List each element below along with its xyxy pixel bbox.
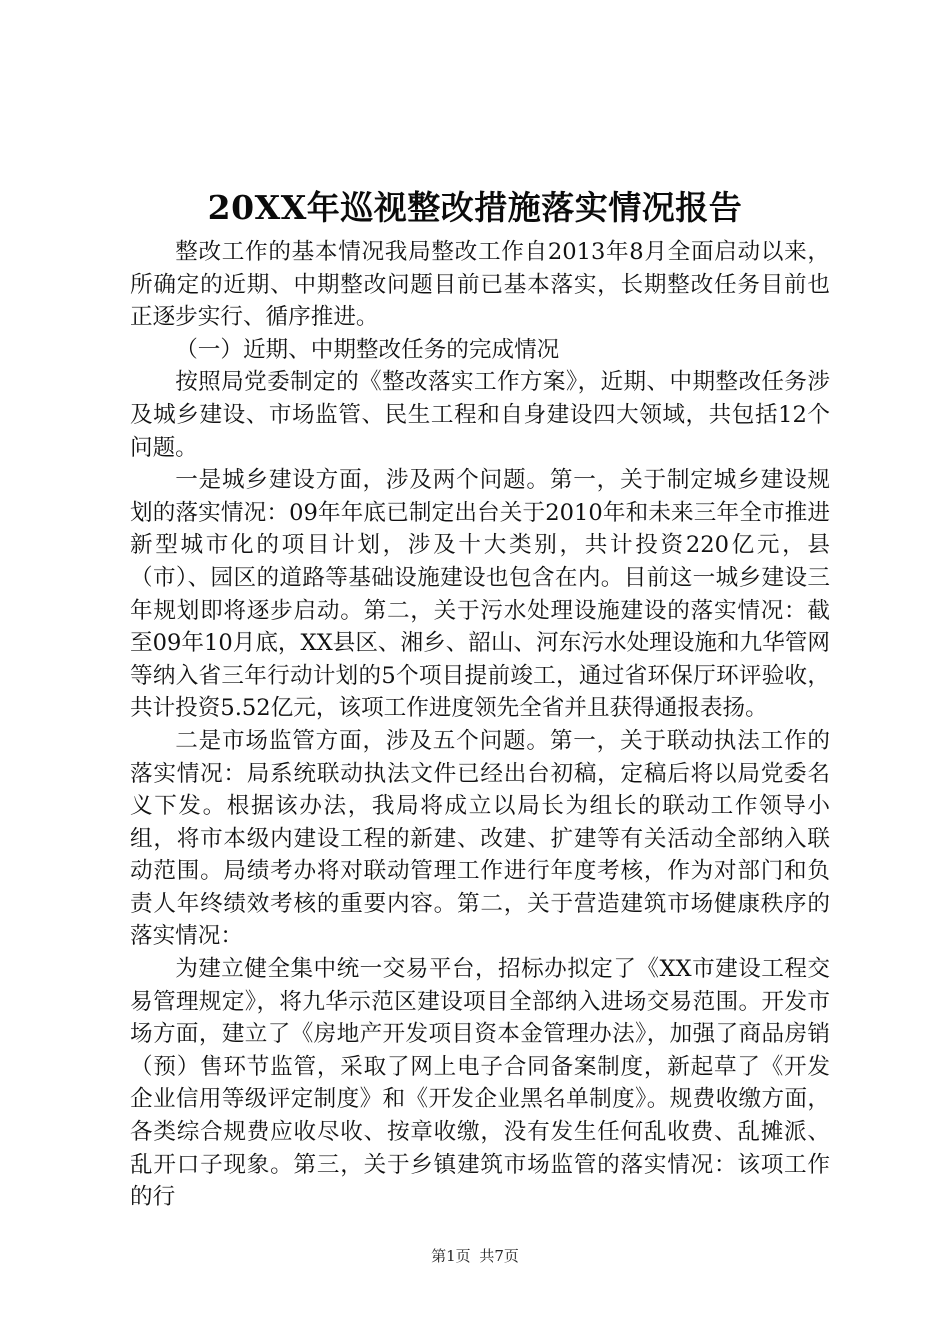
- document-body: [130, 236, 830, 1214]
- page-total: 共7页: [479, 1247, 519, 1265]
- document-title: 20XX年巡视整改措施落实情况报告: [207, 188, 743, 227]
- paragraph-plan: 按照局党委制定的《整改落实工作方案》，近期、中期整改任务涉及城乡建设、市场监管、民生工程和自身建设四大领域，共包括12个问题。: [130, 369, 830, 461]
- paragraph-market-supervision: 二是市场监管方面，涉及五个问题。第一，关于联动执法工作的落实情况：局系统联动执法文件已经出台初稿，定稿后将以局党委名义下发。根据该办法，我局将成立以局长为组长的联动工作领导小组，将市本级内建设工程的新建、改建、扩建等有关活动全部纳入联动范围。局绩考办将对联动管理工作进行年度考核，作为对部门和负责人年终绩效考核的重要内容。第二，关于营造建筑市场健康秩序的落实情况：: [130, 727, 830, 950]
- paragraph-intro: 整改工作的基本情况我局整改工作自2013年8月全面启动以来，所确定的近期、中期整改问题目前已基本落实，长期整改任务目前也正逐步实行、循序推进。: [130, 239, 830, 331]
- page-footer: [0, 1246, 950, 1266]
- paragraph-urban-construction: 一是城乡建设方面，涉及两个问题。第一，关于制定城乡建设规划的落实情况：09年年底已制定出台关于2010年和未来三年全市推进新型城市化的项目计划，涉及十大类别，共计投资220亿元，县（市）、园区的道路等基础设施建设也包含在内。目前这一城乡建设三年规划即将逐步启动。第二，关于污水处理设施建设的落实情况：截至09年10月底，XX县区、湘乡、韶山、河东污水处理设施和九华管网等纳入省三年行动计划的5个项目提前竣工，通过省环保厅环评验收，共计投资5.52亿元，该项工作进度领先全省并且获得通报表扬。: [130, 467, 830, 722]
- page-number: 第1页: [431, 1247, 471, 1265]
- section-heading: （一）近期、中期整改任务的完成情况: [175, 336, 560, 363]
- paragraph-trading-platform: 为建立健全集中统一交易平台，招标办拟定了《XX市建设工程交易管理规定》，将九华示范区建设项目全部纳入进场交易范围。开发市场方面，建立了《房地产开发项目资本金管理办法》，加强了商品房销（预）售环节监管，采取了网上电子合同备案制度，新起草了《开发企业信用等级评定制度》和《开发企业黑名单制度》。规费收缴方面，各类综合规费应收尽收、按章收缴，没有发生任何乱收费、乱摊派、乱开口子现象。第三，关于乡镇建筑市场监管的落实情况：该项工作的行: [130, 956, 830, 1211]
